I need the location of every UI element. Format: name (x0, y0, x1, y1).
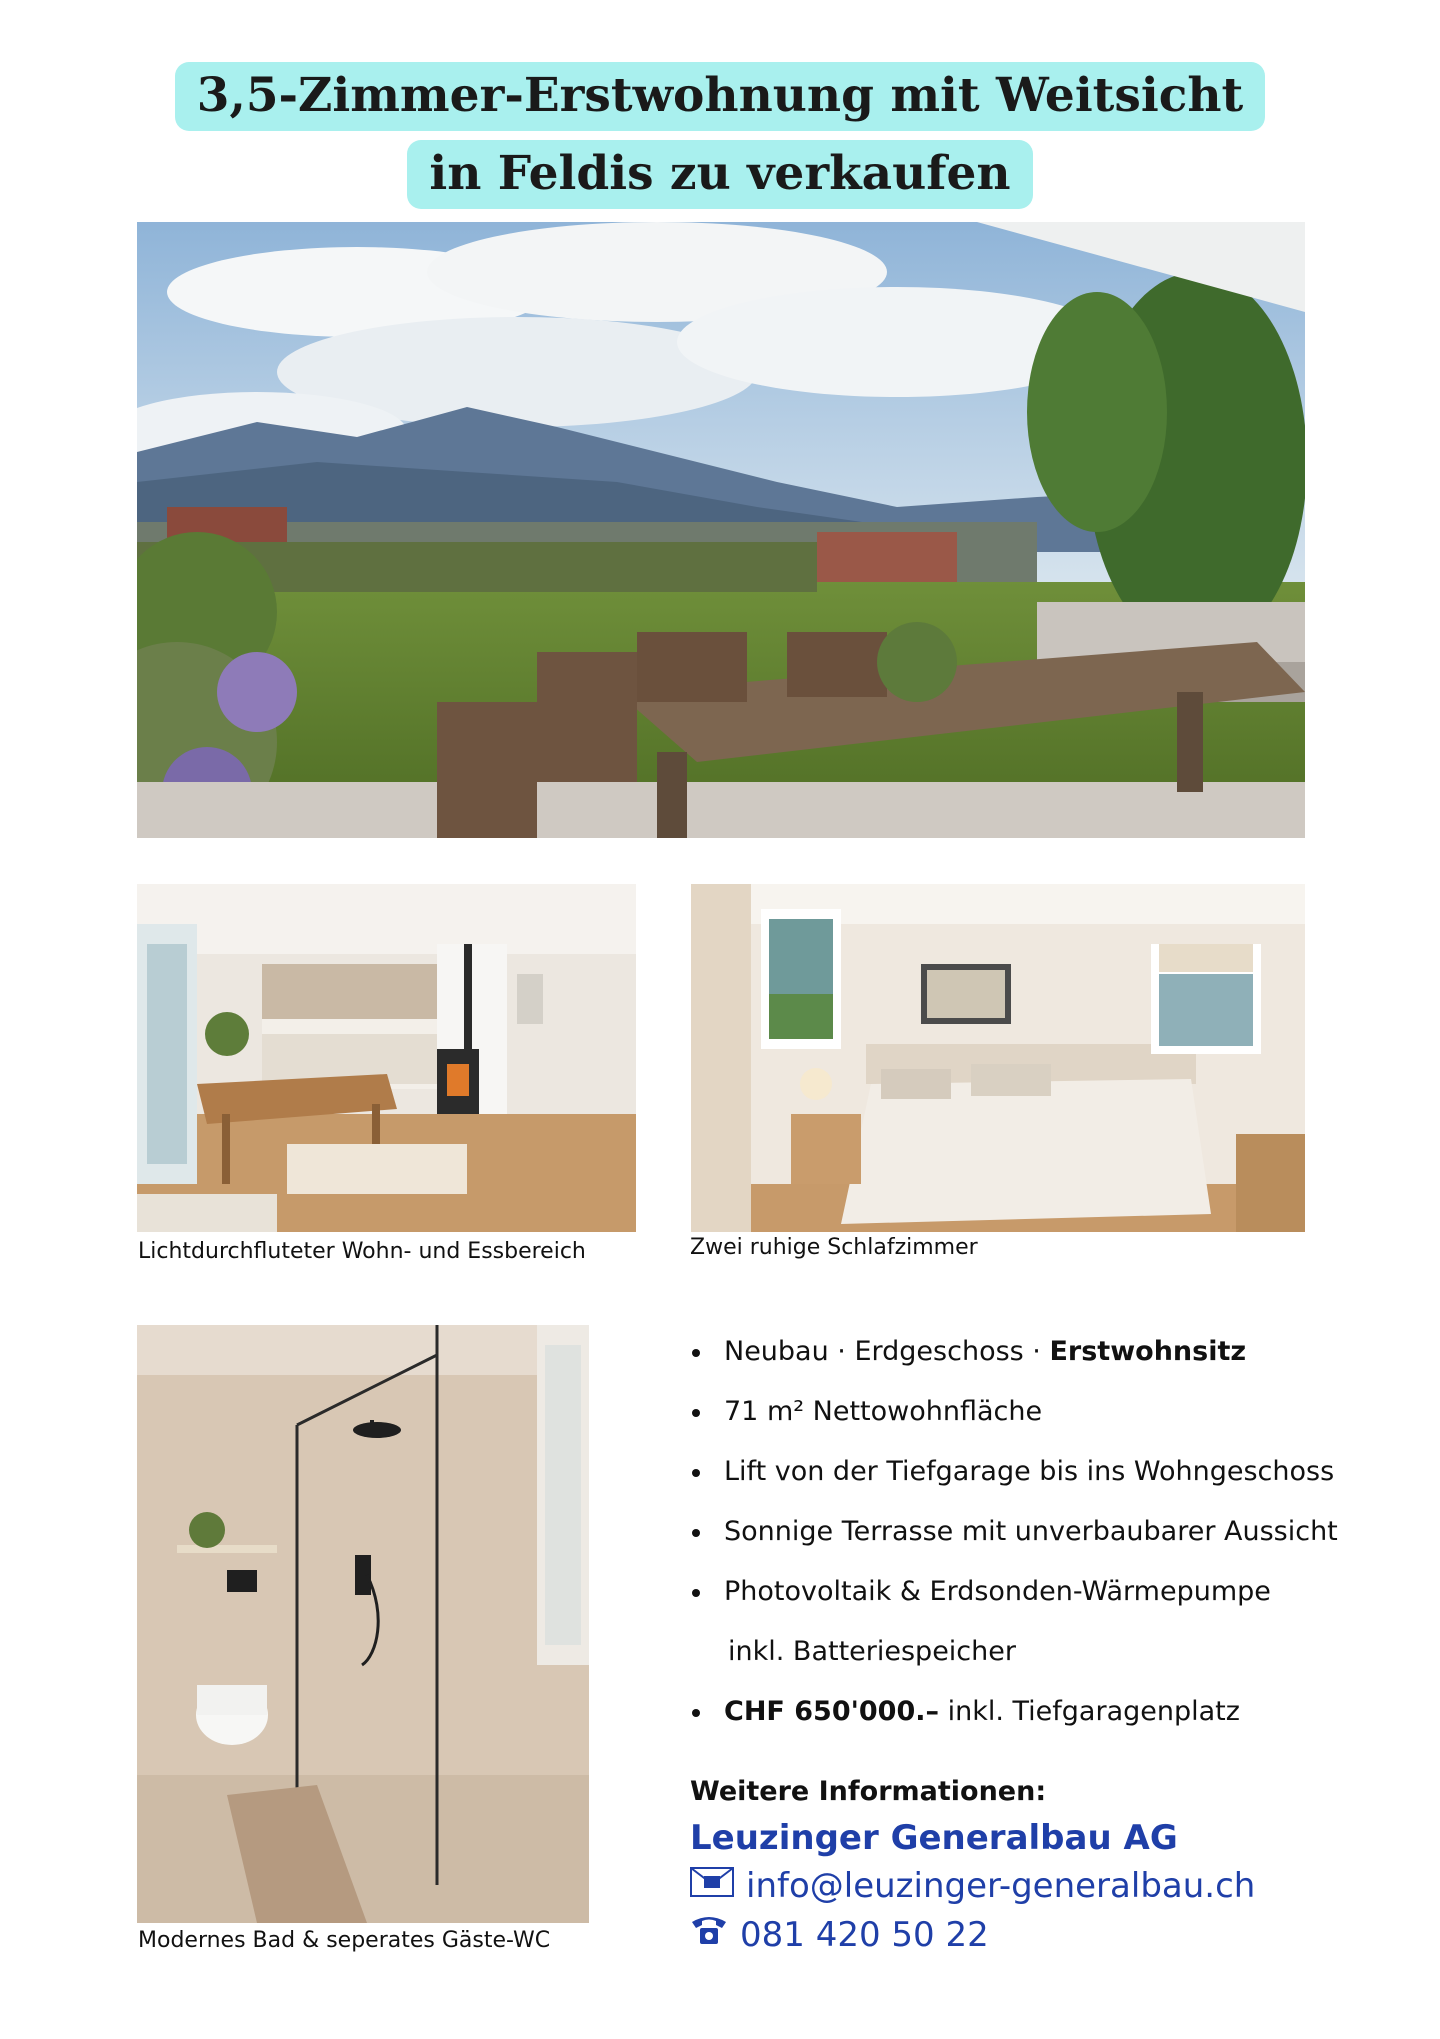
bedroom-photo (691, 884, 1305, 1232)
feature-item-continuation (688, 1622, 1338, 1682)
feature-text: Photovoltaik & Erdsonden-Wärmepumpe (724, 1576, 1271, 1607)
bathroom-caption: Modernes Bad & seperates Gäste-WC (138, 1928, 551, 1953)
feature-item (688, 1322, 1338, 1382)
feature-text: inkl. Batteriespeicher (728, 1636, 1016, 1667)
feature-item (688, 1382, 1338, 1442)
feature-text: Sonnige Terrasse mit unverbaubarer Aussicht (724, 1516, 1338, 1547)
title-line-2 (0, 140, 1440, 209)
phone-icon (690, 1914, 728, 1955)
living-room-caption: Lichtdurchfluteter Wohn- und Essbereich (138, 1239, 586, 1264)
feature-item (688, 1502, 1338, 1562)
title-text-2: in Feldis zu verkaufen (407, 140, 1032, 209)
terrace-photo (137, 222, 1305, 838)
feature-item (688, 1562, 1338, 1622)
title-text-1: 3,5-Zimmer-Erstwohnung mit Weitsicht (175, 62, 1265, 131)
phone-line[interactable] (690, 1914, 989, 1955)
title-line-1 (0, 62, 1440, 131)
bedroom-caption: Zwei ruhige Schlafzimmer (690, 1235, 978, 1260)
feature-text: 71 m² Nettowohnfläche (724, 1396, 1043, 1427)
phone-number[interactable]: 081 420 50 22 (740, 1914, 989, 1955)
feature-text: inkl. Tiefgaragenplatz (939, 1696, 1240, 1727)
feature-text: Lift von der Tiefgarage bis ins Wohngeschoss (724, 1456, 1335, 1487)
contact-heading: Weitere Informationen: (690, 1776, 1047, 1807)
feature-list (688, 1322, 1338, 1742)
price: CHF 650'000.– (724, 1696, 939, 1727)
feature-item (688, 1442, 1338, 1502)
email-address[interactable]: info@leuzinger-generalbau.ch (746, 1866, 1256, 1906)
bathroom-photo (137, 1325, 589, 1923)
living-room-photo (137, 884, 636, 1232)
email-icon (690, 1866, 734, 1906)
feature-bold: Erstwohnsitz (1049, 1336, 1247, 1367)
feature-item (688, 1682, 1338, 1742)
email-line[interactable] (690, 1866, 1255, 1906)
feature-text: Neubau · Erdgeschoss · (724, 1336, 1050, 1367)
company-name: Leuzinger Generalbau AG (690, 1818, 1178, 1858)
